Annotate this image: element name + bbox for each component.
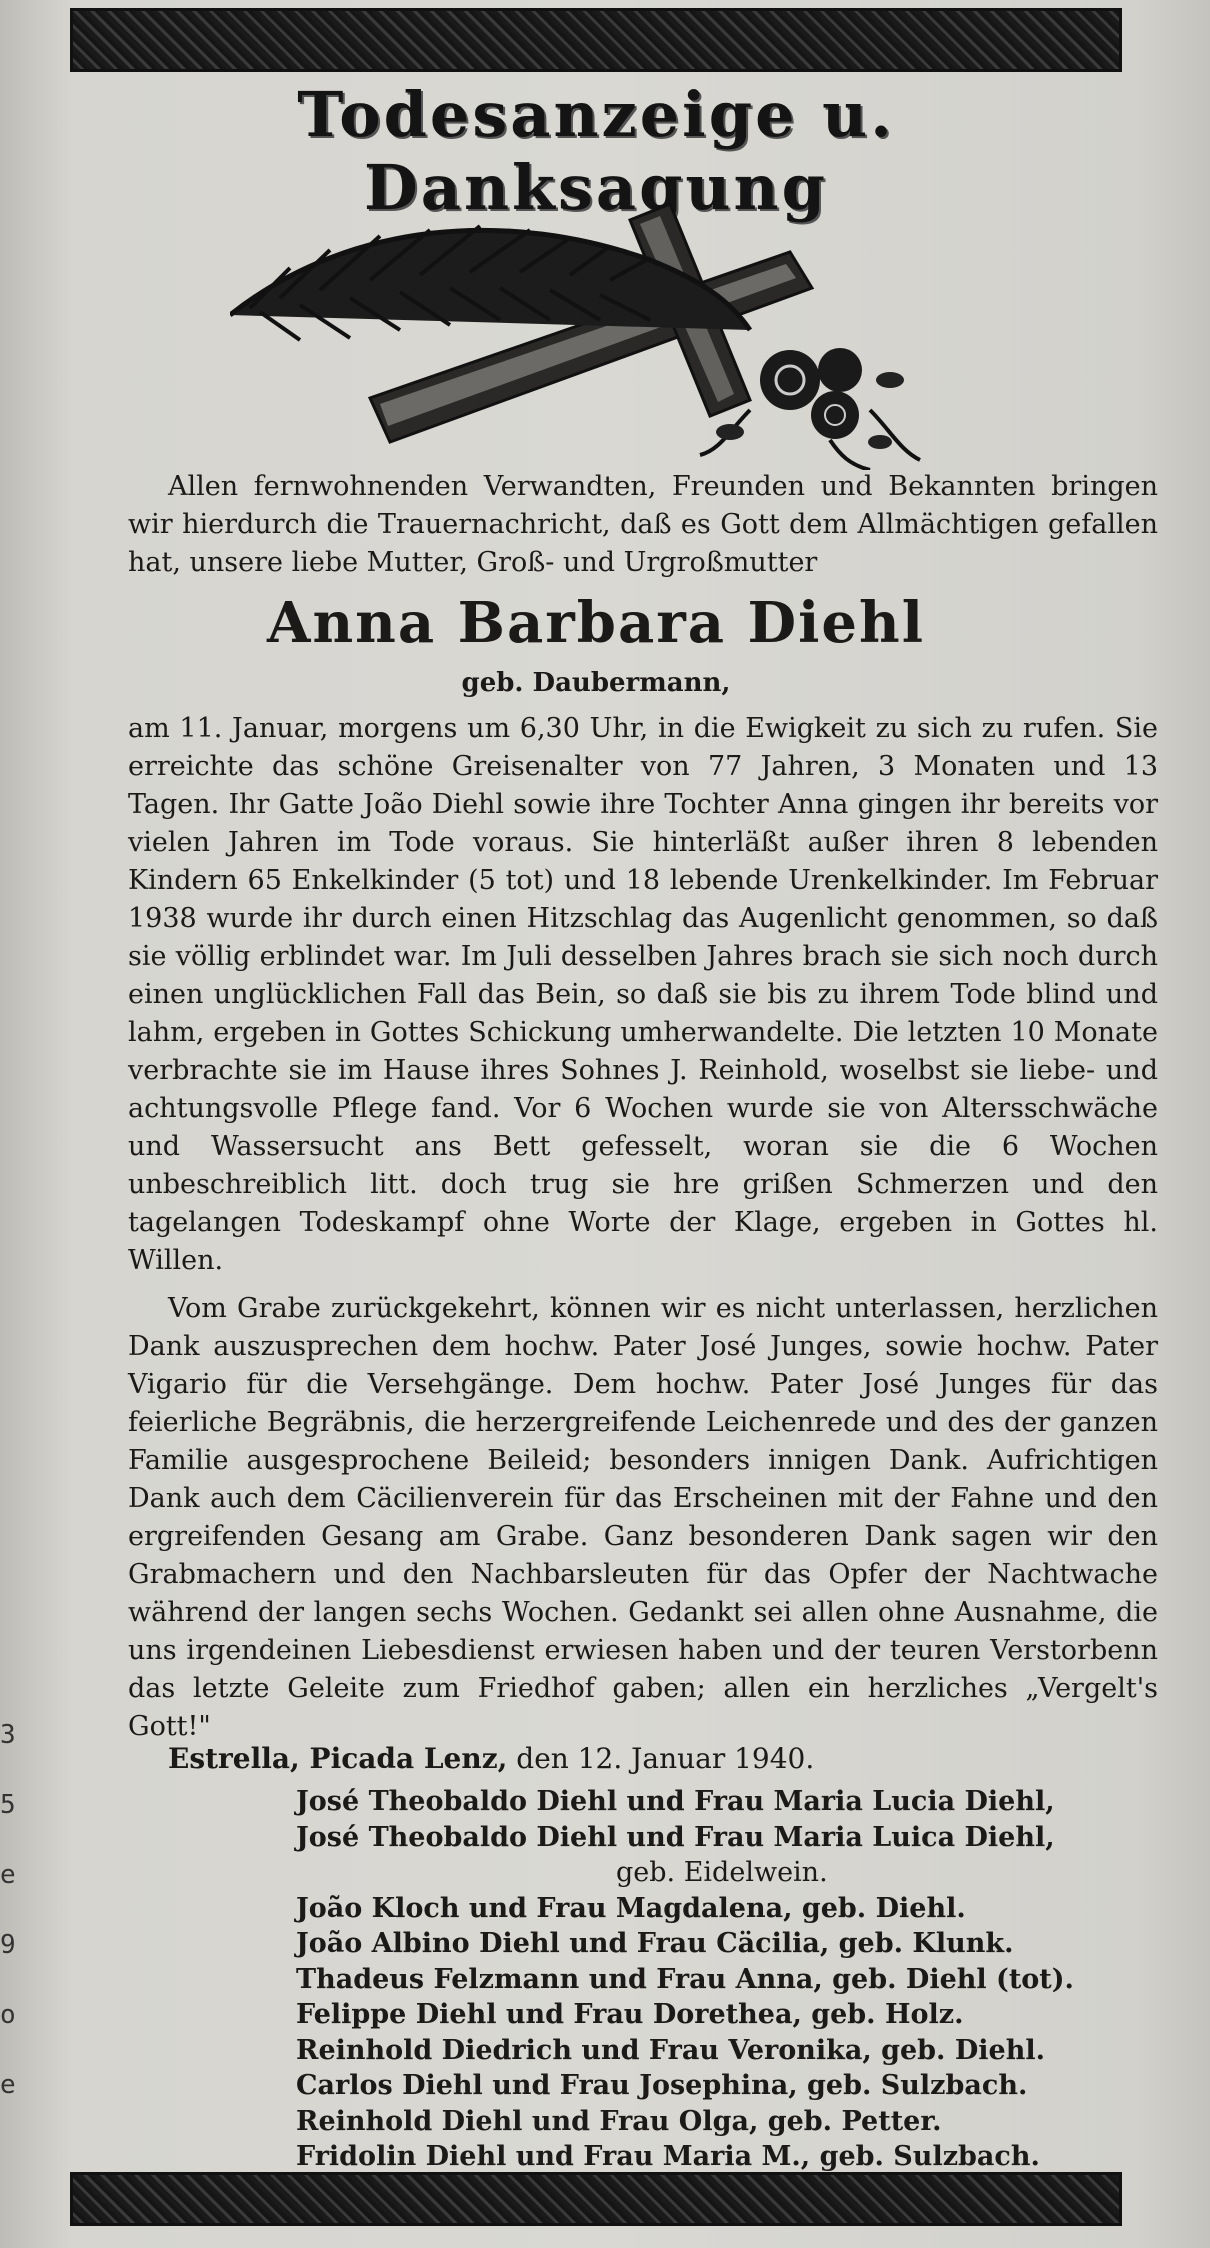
signer-line: Felippe Diehl und Frau Dorethea, geb. Holz. bbox=[296, 1999, 964, 2030]
deceased-name: Anna Barbara Diehl bbox=[267, 590, 925, 656]
biography-paragraph: am 11. Januar, morgens um 6,30 Uhr, in die Ewigkeit zu sich zu rufen. Sie erreichte das schöne Greisenalter von 77 Jahren, 3 Monaten und 13 Tagen. Ihr Gatte João Diehl sowie ihre Tochter Anna gingen ihr bereits vor vielen Jahren im Tode voraus. Sie hinterläßt außer ihren 8 lebenden Kindern 65 Enkelkinder (5 tot) und 18 lebende Urenkelkinder. Im Februar 1938 wurde ihr durch einen Hitzschlag das Augenlicht genommen, so daß sie völlig erblindet war. Im Juli desselben Jahres brach sie sich noch durch einen unglücklichen Fall das Bein, so daß sie bis zu ihrem Tode blind und lahm, ergeben in Gottes Schickung umherwandelte. Die letzten 10 Monate verbrachte sie im Hause ihres Sohnes J. Reinhold, woselbst sie liebe- und achtungsvolle Pflege fand. Vor 6 Wochen wurde sie von Altersschwäche und Wassersucht ans Bett gefesselt, woran sie die 6 Wochen unbeschreiblich litt. doch trug sie hre grißen Schmerzen und den tagelangen Todeskampf ohne Worte der Klage, ergeben in Gottes hl. Willen. bbox=[128, 713, 1158, 1276]
signer-line: José Theobaldo Diehl und Frau Maria Lucia Diehl, bbox=[296, 1786, 1055, 1817]
signer-line: Reinhold Diedrich und Frau Veronika, geb. Diehl. bbox=[296, 2034, 1045, 2066]
margin-mark: 3 bbox=[0, 1720, 16, 1750]
top-decorative-border bbox=[70, 8, 1122, 72]
signer-line: geb. Eidelwein. bbox=[616, 1857, 828, 1888]
place-and-date bbox=[168, 1740, 1068, 1778]
margin-mark: e bbox=[0, 1860, 16, 1890]
margin-mark: 5 bbox=[0, 1790, 16, 1820]
cross-palm-emblem bbox=[230, 180, 970, 470]
adjacent-column-fragment bbox=[0, 1700, 16, 2150]
signer-line: José Theobaldo Diehl und Frau Maria Luica Diehl, bbox=[296, 1821, 1055, 1853]
notice-heading: Todesanzeige u. Danksagung bbox=[297, 78, 895, 224]
maiden-name: geb. Daubermann, bbox=[461, 668, 731, 698]
signer-line: João Kloch und Frau Magdalena, geb. Diehl. bbox=[296, 1892, 966, 1924]
intro-paragraph: Allen fernwohnenden Verwandten, Freunden und Bekannten bringen wir hierdurch die Trauernachricht, daß es Gott dem Allmächtigen gefallen hat, unsere liebe Mutter, Groß- und Urgroßmutter bbox=[128, 471, 1158, 578]
signer-line: João Albino Diehl und Frau Cäcilia, geb. Klunk. bbox=[296, 1928, 1014, 1959]
place-name: Estrella, Picada Lenz, bbox=[168, 1742, 508, 1775]
margin-mark: o bbox=[0, 2000, 16, 2030]
notice-date: den 12. Januar 1940. bbox=[516, 1742, 815, 1775]
thanks-paragraph: Vom Grabe zurückgekehrt, können wir es nicht unterlassen, herzlichen Dank auszusprechen dem hochw. Pater José Junges, sowie hochw. Pater Vigario für die Versehgänge. Dem hochw. Pater José Junges für das feierliche Begräbnis, die herzergreifende Leichenrede und des der ganzen Familie ausgesprochene Beileid; besonders innigen Dank. Aufrichtigen Dank auch dem Cäcilienverein für das Erscheinen mit der Fahne und den ergreifenden Gesang am Grabe. Ganz besonderen Dank sagen wir den Grabmachern und den Nachbarsleuten für das Opfer der Nachtwache während der langen sechs Wochen. Gedankt sei allen ohne Ausnahme, die uns irgendeinen Liebesdienst erwiesen haben und der teuren Verstorbenn das letzte Geleite zum Friedhof gaben; allen ein herzliches „Vergelt's Gott!" bbox=[128, 1293, 1158, 1742]
signers-list bbox=[296, 1784, 1156, 2175]
signer-line: Fridolin Diehl und Frau Maria M., geb. Sulzbach. bbox=[296, 2141, 1040, 2172]
signer-line: Reinhold Diehl und Frau Olga, geb. Petter. bbox=[296, 2105, 942, 2137]
margin-mark: 9 bbox=[0, 1930, 16, 1960]
signer-line: Thadeus Felzmann und Frau Anna, geb. Diehl (tot). bbox=[296, 1963, 1074, 1995]
bottom-decorative-border bbox=[70, 2172, 1122, 2226]
signer-line: Carlos Diehl und Frau Josephina, geb. Sulzbach. bbox=[296, 2070, 1028, 2101]
margin-mark: e bbox=[0, 2070, 16, 2100]
